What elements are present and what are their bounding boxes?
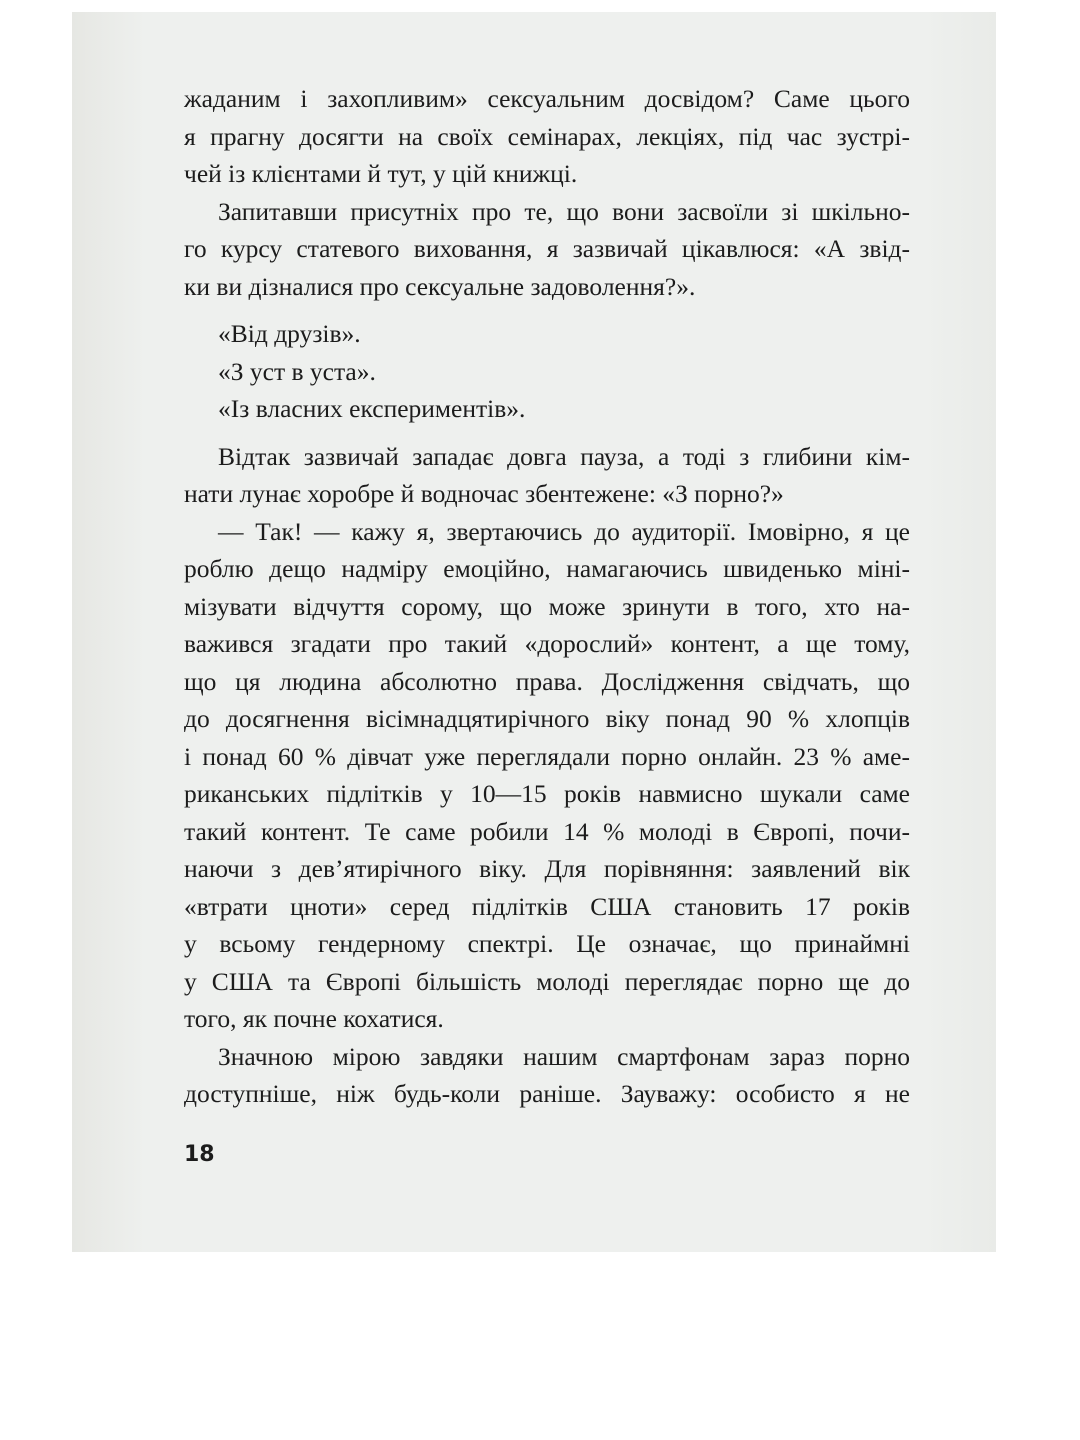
text-line: у США та Європі більшість молоді переглядає порно ще до	[184, 966, 910, 996]
page-number: 18	[184, 1142, 215, 1167]
text-line: я прагну досягти на своїх семінарах, лекціях, під час зустрі-	[184, 121, 910, 151]
text-line: важився згадати про такий «дорослий» контент, а ще тому,	[184, 629, 910, 658]
text-line: го курсу статевого виховання, я зазвичай цікавлюся: «А звід-	[184, 234, 910, 263]
quote-line: «Із власних експериментів».	[218, 394, 526, 423]
text-line: ки ви дізналися про сексуальне задоволення?».	[184, 271, 696, 301]
text-line: у всьому гендерному спектрі. Це означає, що принаймні	[184, 929, 910, 958]
text-line: і понад 60 % дівчат уже переглядали порно онлайн. 23 % аме-	[184, 741, 910, 771]
text-line: того, як почне кохатися.	[184, 1004, 444, 1033]
text-line: «втрати цноти» серед підлітків США становить 17 років	[184, 891, 910, 921]
text-line: риканських підлітків у 10—15 років навмисно шукали саме	[184, 779, 910, 808]
text-line: наючи з дев’ятирічного віку. Для порівняння: заявлений вік	[184, 854, 910, 883]
text-line: мізувати відчуття сорому, що може зринути в того, хто на-	[184, 591, 910, 621]
text-line: Значною мірою завдяки нашим смартфонам зараз порно	[218, 1041, 910, 1071]
text-line: що ця людина абсолютно права. Дослідження свідчать, що	[184, 666, 910, 696]
text-line: нати лунає хоробре й водночас збентежене: «З порно?»	[184, 479, 784, 508]
text-line: Запитавши присутніх про те, що вони засвоїли зі шкільно-	[218, 196, 910, 226]
text-line: жаданим і захопливим» сексуальним досвідом? Саме цього	[184, 84, 910, 113]
book-page	[72, 12, 996, 1252]
page-body-text	[184, 80, 910, 1113]
text-line: роблю дещо надміру емоційно, намагаючись швиденько міні-	[184, 554, 910, 583]
text-line: до досягнення вісімнадцятирічного віку понад 90 % хлопців	[184, 704, 910, 733]
text-line: Відтак зазвичай западає довга пауза, а тоді з глибини кім-	[218, 441, 910, 471]
text-line: доступніше, ніж будь-коли раніше. Зауважу: особисто я не	[184, 1079, 910, 1108]
text-line: — Так! — кажу я, звертаючись до аудиторії. Імовірно, я це	[218, 516, 910, 546]
quote-line: «Від друзів».	[218, 319, 361, 348]
text-line: чей із клієнтами й тут, у цій книжці.	[184, 159, 578, 188]
quote-line: «З уст в уста».	[218, 356, 376, 386]
text-line: такий контент. Те саме робили 14 % молоді в Європі, почи-	[184, 816, 910, 846]
